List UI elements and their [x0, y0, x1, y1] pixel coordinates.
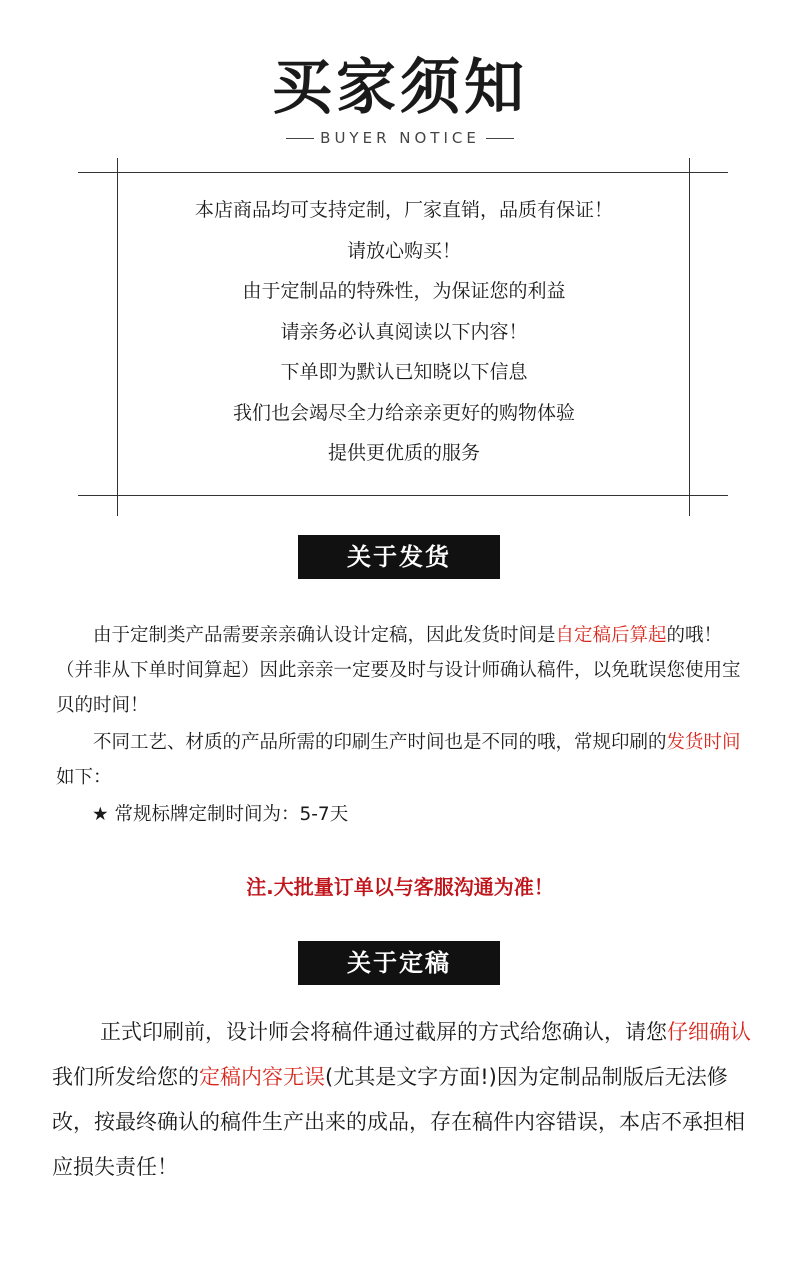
frame-bottom-line: [78, 495, 728, 496]
proof-text-2: 我们所发给您的: [52, 1065, 199, 1089]
notice-line: 提供更优质的服务: [327, 442, 480, 464]
bulk-order-note: 注.大批量订单以与客服沟通为准！: [246, 875, 554, 899]
proof-text-3: (尤其是文字方面!)因为定制品制版后无法修改，按最终确认的稿件生产出来的成品，存在稿件内容错误，本店不承担相应损失责任！: [52, 1065, 745, 1179]
notice-line: 请放心购买！: [346, 239, 461, 262]
notice-line: 下单即为默认已知晓以下信息: [280, 361, 528, 383]
notice-line: 由于定制品的特殊性，为保证您的利益: [242, 280, 566, 302]
proof-highlight-2: 定稿内容无误: [199, 1065, 325, 1089]
shipping-p2-text: 不同工艺、材质的产品所需的印刷生产时间也是不同的哦，常规印刷的: [93, 732, 667, 753]
proof-text-1: 正式印刷前，设计师会将稿件通过截屏的方式给您确认，请您: [100, 1020, 667, 1044]
shipping-time-text: 常规标牌定制时间为：5-7天: [114, 804, 349, 825]
shipping-p1-text: 由于定制类产品需要亲亲确认设计定稿，因此发货时间是: [93, 625, 556, 646]
page-subtitle: [0, 128, 800, 148]
shipping-paragraph-2: [56, 725, 756, 795]
proof-highlight-1: 仔细确认: [667, 1020, 751, 1044]
shipping-p2-highlight: 发货时间: [666, 732, 741, 753]
shipping-time-item: [92, 797, 692, 832]
subtitle-dash-left: [286, 138, 314, 139]
notice-line: 我们也会竭尽全力给亲亲更好的购物体验: [232, 401, 575, 424]
proof-heading: 关于定稿: [298, 941, 500, 985]
shipping-heading: 关于发货: [298, 535, 500, 579]
shipping-p2-text-end: 如下：: [56, 767, 112, 788]
subtitle-text: BUYER NOTICE: [320, 129, 480, 147]
star-icon: ★: [92, 804, 109, 825]
notice-list: [118, 190, 690, 474]
page-title: 买家须知: [272, 53, 528, 123]
frame-top-line: [78, 172, 728, 173]
notice-line: 本店商品均可支持定制，厂家直销，品质有保证！: [194, 199, 613, 221]
notice-line: 请亲务必认真阅读以下内容！: [280, 320, 528, 343]
shipping-p1-text-end: 的哦！（并非从下单时间算起）因此亲亲一定要及时与设计师确认稿件，以免耽误您使用宝贝的时间！: [56, 625, 741, 716]
subtitle-dash-right: [486, 138, 514, 139]
shipping-p1-highlight: 自定稿后算起: [555, 625, 667, 646]
proof-paragraph: [52, 1010, 762, 1190]
shipping-paragraph-1: [56, 618, 756, 723]
